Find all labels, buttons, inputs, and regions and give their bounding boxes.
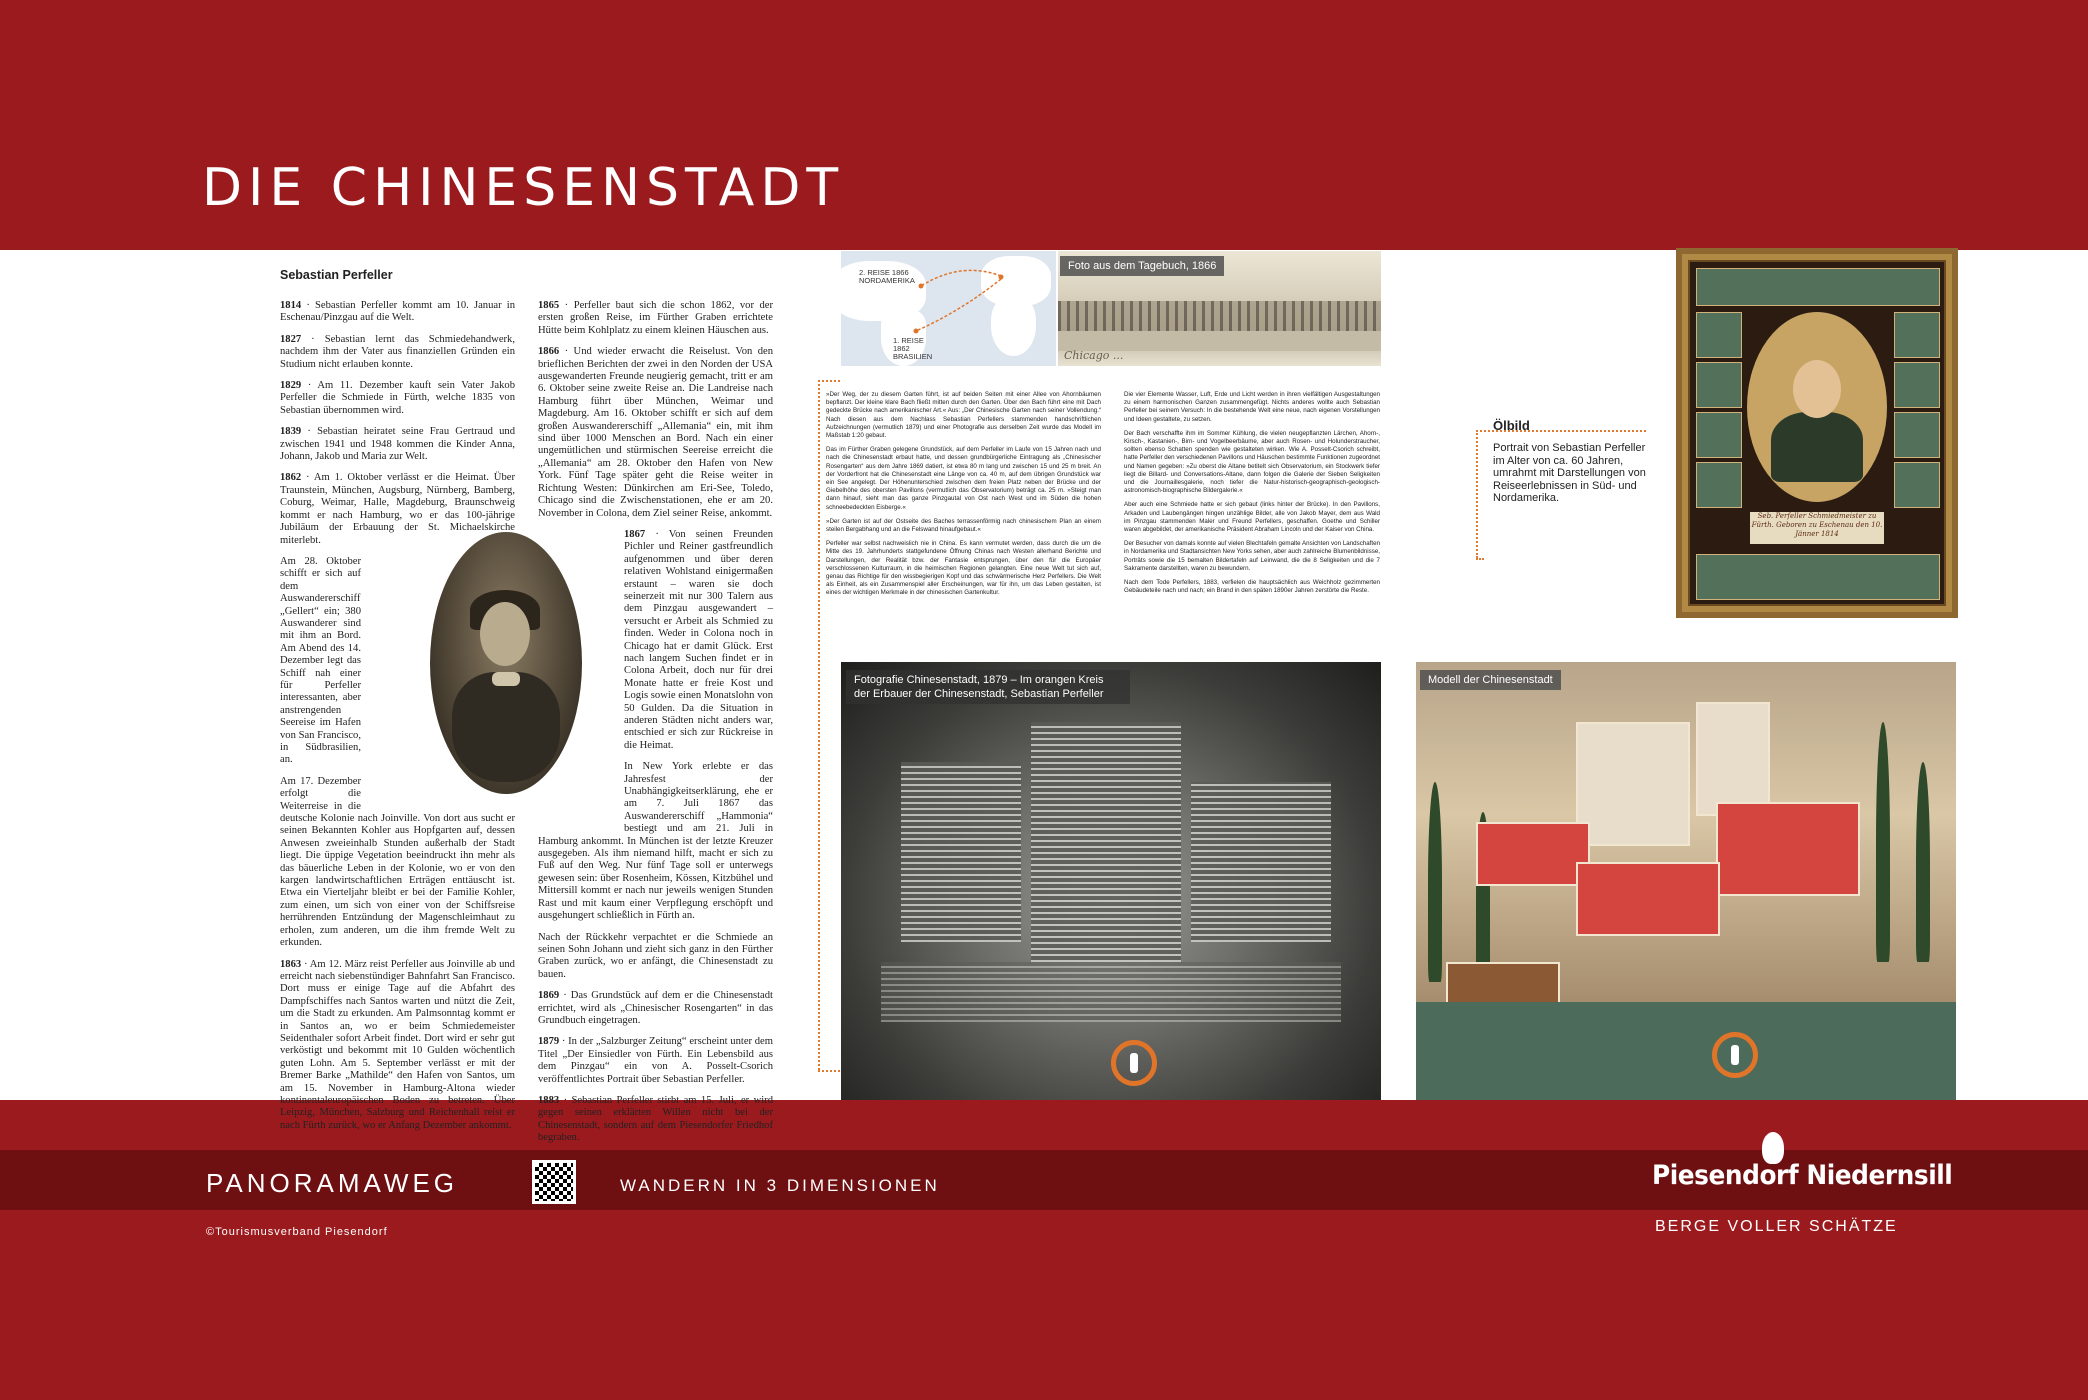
description-column-b: [1124, 391, 1380, 601]
oil-painting-title: Ölbild: [1493, 418, 1530, 433]
biography-column-2: [538, 300, 773, 1154]
description-paragraph: »Der Weg, der zu diesem Garten führt, ist auf beiden Seiten mit einer Allee von Ahornbäumen bepflanzt. Der kleine klare Bach fließt mitten durch den Garten. Über den Bach führt eine mit Dach gedeckte Brücke nach amerikanischer Art.« Aus: „Der Chinesische Garten nach seiner Vollendung.“ Nach diesen aus dem Nachlass Sebastian Perfellers stammenden handschriftlichen Aufzeichnungen (vermutlich 1879) und einer Photografie aus derselben Zeit wurde das Modell im Maßstab 1:20 gebaut.: [826, 391, 1101, 440]
biography-entry: 1814 · Sebastian Perfeller kommt am 10. Januar in Eschenau/Pinzgau auf die Welt.: [280, 300, 515, 324]
description-column-a: [826, 391, 1101, 604]
connector-line: [818, 1070, 840, 1072]
copyright: ©Tourismusverband Piesendorf: [206, 1226, 388, 1238]
biography-text: Am 11. Dezember kauft sein Vater Jakob Perfeller die Schmiede in Fürth, welche 1835 von Sebastian übernommen wird.: [280, 380, 515, 416]
biography-year: 1814: [280, 300, 302, 311]
oil-painting-description: Portrait von Sebastian Perfeller im Alter von ca. 60 Jahren, umrahmt mit Darstellungen von Reiseerlebnissen in Süd- und Nordamerika.: [1493, 442, 1646, 504]
description-paragraph: Das im Fürther Graben gelegene Grundstück, auf dem Perfeller im Laufe von 15 Jahren nach und nach die Chinesenstadt erbaut hatte, und dessen grundbürgerliche Eintragung als „Chinesischer Rosengarten“ aus dem Jahre 1869 datiert, ist etwa 80 m lang und zwischen 15 und 25 m breit. An der Vorderfront hat die Chinesenstadt eine Länge von ca. 40 m, auf dem übrigen Grundstück war ein See angelegt. Der Höhenunterschied zwischen dem freien Platz neben der Brücke und der Giebelhöhe des obersten Pavillons (vermutlich das Observatorium) beträgt ca. 25 m. »Steigt man dann hinauf, sieht man das ganze Pinzgautal von Ost nach West und im Süden die hohen schneebedeckten Eisberge.«: [826, 446, 1101, 511]
brand-slogan: BERGE VOLLER SCHÄTZE: [1655, 1218, 1898, 1235]
biography-text: Am 1. Oktober verlässt er die Heimat. Über Traunstein, München, Augsburg, Nürnberg, Bamberg, Coburg, Weimar, Halle, Magdeburg, Braunschweig kommt er nach Hamburg, wo er das 100-jährige Jubiläum der Erbauung der St. Michaelskirche miterlebt.: [280, 472, 515, 546]
biography-entry: 1827 · Sebastian lernt das Schmiedehandwerk, nachdem ihm der Vater aus finanziellen Gründen ein Studium nicht erlauben konnte.: [280, 333, 515, 370]
biography-year: 1827: [280, 333, 302, 345]
diary-photo-caption: Foto aus dem Tagebuch, 1866: [1060, 256, 1224, 276]
biography-entry: 1863 · Am 12. März reist Perfeller aus Joinville ab und erreicht nach siebenstündiger Bahnfahrt San Francisco. Dort muss er einige Tage auf die Abfahrt des Dampfschiffes nach Santos warten und nützt die Zeit, um die Stadt zu erkunden. Am Palmsonntag kommt er in Santos an, wo er beim Schmiedemeister Seidenthaler sofort Arbeit findet. Dort wird er sehr gut verköstigt und bekommt mit 10 Gulden wöchentlich guten Lohn. Am 5. September verlässt er mit der Bremer Barke „Mathilde“ den Hafen von Santos, um am 15. November in Hamburg-Altona wieder kontinentaleuropäischen Boden zu betreten. Über Leipzig, München, Salzburg und Reichenhall reist er nach Fürth zurück, wo er Anfang Dezember ankommt.: [280, 958, 515, 1131]
biography-year: 1829: [280, 380, 302, 392]
biography-text: In New York erlebte er das Jahresfest der Unabhängigkeitserklärung, ehe er am 7. Juli 1867 das Auswandererschiff „Hammonia“ bestiegt und am 21. Juli in Hamburg ankommt. In München ist der letzte Kreuzer ausgegeben. Als ihm niemand hilft, macht er sich zu Fuß auf den Weg. Nur fünf Tage soll er unterwegs gewesen sein: über Rosenheim, Kössen, Kitzbühel und Mittersill kommt er nach nur jeweils wenigen Stunden Rast und mit kaum einer Verpflegung erschöpft und ausgehungert schließlich in Fürth an.: [538, 761, 773, 922]
biography-text: Sebastian lernt das Schmiedehandwerk, nachdem ihm der Vater aus finanziellen Gründen ein Studium nicht erlauben konnte.: [280, 333, 515, 370]
biography-entry: [538, 932, 773, 982]
page-title: DIE CHINESENSTADT: [202, 158, 845, 218]
biography-text: Und wieder erwacht die Reiselust. Von den brieflichen Berichten der zwei in den Norden der USA ausgewanderten Freunde neugierig gemacht, tritt er am 6. Oktober seine zweite Reise an. Die Landreise nach Hamburg führt über München, Weimar und Magdeburg. Am 16. Oktober schifft er sich auf dem großen Auswandererschiff „Allemania“ ein, mit ihm sind über 1000 Menschen an Bord. Nach ein einer ungemütlichen und stürmischen Seereise erreicht die „Allemania“ am 28. Oktober den Hafen von New York. Fünf Tage später geht die Reise weiter in Richtung Westen: Dünkirchen am Eri-See, Toledo, Chicago sind die Zwischenstationen, ehe er am 20. November in Colona, dem Ziel seiner Reise, ankommt.: [538, 346, 774, 519]
biography-year: 1839: [280, 426, 302, 438]
qr-code-icon[interactable]: [532, 1160, 576, 1204]
biography-text: Sebastian heiratet seine Frau Gertraud und zwischen 1941 und 1948 kommen die Kinder Anna, Johann, Jakob und Maria zur Welt.: [280, 426, 516, 463]
biography-entry: 1839 · Sebastian heiratet seine Frau Gertraud und zwischen 1941 und 1948 kommen die Kinder Anna, Johann, Jakob und Maria zur Welt.: [280, 426, 516, 463]
connector-line: [818, 380, 820, 1070]
description-paragraph: Nach dem Tode Perfellers, 1883, verfielen die hauptsächlich aus Weichholz gezimmerten Gebäudeteile nach und nach; ein Brand in den späten 1890er Jahren zerstörte die Reste.: [1124, 579, 1380, 595]
biography-year: 1862: [280, 472, 302, 484]
section-heading: Sebastian Perfeller: [280, 268, 393, 282]
biography-text: Am 17. Dezember erfolgt die Weiterreise in die deutsche Kolonie nach Joinville. Von dort aus sucht er seinen Bekannten Kohler aus Hopfgarten auf, dessen Anwesen zweieinhalb Stunden außerhalb der Stadt liegt. Die üppige Vegetation beeindruckt ihn mehr als das bäuerliche Leben in der Kolonie, wo er von den kargen landwirtschaftlichen Erträgen enttäuscht ist. Etwa ein Vierteljahr bleibt er bei der Familie Kohler, zum einen, um sich von einer von der Schiffsreise herrührenden Entzündung der Magenschleimhaut zu erholen, zum anderen, um die ihm fremde Welt zu erkunden.: [280, 775, 515, 949]
biography-entry: 1879 · In der „Salzburger Zeitung“ erscheint unter dem Titel „Der Einsiedler von Fürth. Ein Lebensbild aus dem Pinzgau“ ein von A. Posselt-Csorich veröffentlichtes Portrait über Sebastian Perfeller.: [538, 1036, 773, 1085]
biography-entry: 1866 · Und wieder erwacht die Reiselust. Von den brieflichen Berichten der zwei in den Norden der USA ausgewanderten Freunde neugierig gemacht, tritt er am 6. Oktober seine zweite Reise an. Die Landreise nach Hamburg führt über München, Weimar und Magdeburg. Am 16. Oktober schifft er sich auf dem großen Auswandererschiff „Allemania“ ein, mit ihm sind über 1000 Menschen an Bord. Nach ein einer ungemütlichen und stürmischen Seereise erreicht die „Allemania“ am 28. Oktober den Hafen von New York. Fünf Tage später geht die Reise weiter in Richtung Westen: Dünkirchen am Eri-See, Toledo, Chicago sind die Zwischenstationen, ehe er am 20. November in Colona, dem Ziel seiner Reise, ankommt.: [538, 346, 774, 519]
biography-year: 1879: [538, 1036, 560, 1048]
description-paragraph: Der Besucher von damals konnte auf vielen Blechtafeln gemalte Ansichten von Landschaften in Nordamerika und Stadtansichten New Yorks sehen, aber auch zahlreiche Blumenbildnisse, Porträts sowie die 15 bemalten Bildertafeln auf Leinwand, die die 8 Seligkeiten und die 7 Sakramente darstellten, waren zu bewundern.: [1124, 540, 1380, 572]
painting-inscription: Seb. Perfeller Schmiedmeister zu Fürth. Geboren zu Eschenau den 10. Jänner 1814: [1750, 512, 1884, 544]
biography-text: Von seinen Freunden Pichler und Reiner gastfreundlich aufgenommen und über deren relativen Wohlstand einigermaßen erstaunt – waren sie doch seinerzeit mit nur 300 Talern aus dem Pinzgau ausgewandert – versucht er Arbeit als Schmied zu finden. Weder in Colona noch in Chicago hat er damit Glück. Erst nach langem Suchen findet er in Colona Arbeit, doch nur für drei Monate hatte er freie Kost und Logis sowie einen Monatslohn von 50 Gulden. Da die Situation in anderen Städten nicht anders war, entschied er sich zur Rückreise in die Heimat.: [624, 528, 774, 751]
biography-entry: 1883 · Sebastian Perfeller stirbt am 15. Juli, er wird gegen seinen erklärten Willen nicht bei der Chinesenstadt, sondern auf dem Piesendorfer Friedhof begraben.: [538, 1094, 773, 1144]
historic-photo-caption: Fotografie Chinesenstadt, 1879 – Im orangen Kreis der Erbauer der Chinesenstadt, Sebastian Perfeller: [846, 670, 1130, 704]
biography-entry: 1829 · Am 11. Dezember kauft sein Vater Jakob Perfeller die Schmiede in Fürth, welche 1835 von Sebastian übernommen wird.: [280, 380, 515, 416]
oil-painting: [1676, 248, 1958, 618]
biography-year: 1883: [538, 1094, 560, 1106]
historic-photo: [841, 662, 1381, 1100]
biography-year: 1863: [280, 958, 302, 970]
description-paragraph: Die vier Elemente Wasser, Luft, Erde und Licht werden in ihren vielfältigen Ausgestaltungen zu einem harmonischen Ganzen zusammengefügt. Nichts anderes wollte auch Sebastian Perfeller bei seinem Versuch: In die bestehende Welt eine neue, nach eigenen Vorstellungen und Ideen gestaltete, zu setzen.: [1124, 391, 1380, 423]
highlight-circle: [1712, 1032, 1758, 1078]
description-paragraph: Perfeller war selbst nachweislich nie in China. Es kann vermutet werden, dass durch die um die Mitte des 19. Jahrhunderts stattgefundene Öffnung Chinas nach Westen allerhand Berichte und Darstellungen, der Realität bzw. der Fantasie entsprungen, über den für die Europäer verschlossenen Kulturraum, in die heimischen Regionen gelangten. Eine neue Welt tut sich auf, genau das Richtige für den wissbegierigen Kopf und das schwärmerische Herz Perfellers. Die Welt als Einheit, als ein Zusammenspiel aller Erscheinungen, war für ihn, um das Leben gestalten, ist eines der wichtigen Merkmale in der chinesischen Gartenkultur.: [826, 540, 1101, 597]
brand-logo: Piesendorf Niedernsill: [1652, 1160, 1953, 1191]
description-paragraph: Aber auch eine Schmiede hatte er sich gebaut (links hinter der Brücke). In den Pavillons, Arkaden und Laubengängen hingen unzählige Bilder, alle von Jakob Mayer, dem aus Wald im Pinzgau stammenden Maler und Freund Perfellers, geschaffen. Goethe und Schiller waren abgebildet, der amerikanische Präsident Abraham Lincoln und der Kaiser von China.: [1124, 501, 1380, 534]
biography-entry: 1865 · Perfeller baut sich die schon 1862, vor der ersten großen Reise, im Fürther Graben errichtete Hütte beim Kohlplatz zu einem kleinen Häuschen aus.: [538, 300, 773, 336]
journey-map: [841, 251, 1056, 366]
biography-year: 1865: [538, 300, 560, 311]
connector-line: [1476, 558, 1484, 560]
biography-text: Nach der Rückkehr verpachtet er die Schmiede an seinen Sohn Johann und zieht sich ganz in den Fürther Graben zurück, wo er anfängt, die Chinesenstadt zu bauen.: [538, 931, 773, 980]
map-label-brazil: 1. REISE 1862 BRASILIEN: [893, 336, 933, 361]
diary-handwriting: Chicago ...: [1064, 349, 1124, 362]
highlight-circle: [1111, 1040, 1157, 1086]
description-paragraph: »Der Garten ist auf der Ostseite des Baches terrassenförmig nach chinesischem Plan an einem steilen Bergabhang und an die Felswand hinaufgebaut.«: [826, 517, 1101, 534]
biography-year: 1867: [624, 528, 646, 540]
biography-entry: 1862 · Am 1. Oktober verlässt er die Heimat. Über Traunstein, München, Augsburg, Nürnberg, Bamberg, Coburg, Weimar, Halle, Magdeburg, Braunschweig kommt er nach Hamburg, wo er das 100-jährige Jubiläum der Erbauung der St. Michaelskirche miterlebt.: [280, 472, 515, 546]
biography-text: Am 12. März reist Perfeller aus Joinville ab und erreicht nach siebenstündiger Bahnfahrt San Francisco. Dort muss er einige Tage auf die Abfahrt des Dampfschiffes nach Santos warten und nützt die Zeit, um die Stadt zu erkunden. Am Palmsonntag kommt er in Santos an, wo er beim Schmiedemeister Seidenthaler sofort Arbeit findet. Dort wird er sehr gut verköstigt und bekommt mit 10 Gulden wöchentlich guten Lohn. Am 5. September verlässt er mit der Bremer Barke „Mathilde“ den Hafen von Santos, um am 15. November in Hamburg-Altona wieder kontinentaleuropäischen Boden zu betreten. Über Leipzig, München, Salzburg und Reichenhall reist er nach Fürth zurück, wo er Anfang Dezember ankommt.: [280, 958, 515, 1131]
biography-entry: 1867 · Von seinen Freunden Pichler und Reiner gastfreundlich aufgenommen und über deren relativen Wohlstand einigermaßen erstaunt – waren sie doch seinerzeit mit nur 300 Talern aus dem Pinzgau ausgewandert – versucht er Arbeit als Schmied zu finden. Weder in Colona noch in Chicago hat er damit Glück. Erst nach langem Suchen findet er in Colona Arbeit, doch nur für drei Monate hatte er freie Kost und Logis sowie einen Monatslohn von 50 Gulden. Da die Situation in anderen Städten nicht anders war, entschied er sich zur Rückreise in die Heimat.: [624, 528, 774, 751]
map-label-north-america: 2. REISE 1866 NORDAMERIKA: [859, 268, 915, 285]
model-photo: [1416, 662, 1956, 1100]
model-photo-caption: Modell der Chinesenstadt: [1420, 670, 1561, 690]
biography-text: Am 28. Oktober schifft er sich auf dem Auswandererschiff „Gellert“ ein; 380 Auswanderer sind mit ihm an Bord. Am Abend des 14. Dezember legt das Schiff nah einer für Perfeller interessanten, aber anstrengenden Seereise im Hafen von San Francisco, in Südbrasilien, an.: [280, 555, 361, 766]
description-paragraph: Der Bach verschaffte ihm im Sommer Kühlung, die vielen neugepflanzten Lärchen, Ahorn-, Kirsch-, Kastanien-, Birn- und Vogelbeerbäume, aber auch Rosen- und Holunderstraucher, sollten ebenso Schatten spenden wie gestalteten wirken. Wie A. Posselt-Csorich schreibt, hatte Perfeller den verschiedenen Pavillons und Häuschen bestimmte Funktionen zugeordnet und Namen gegeben: »Zu oberst die Altane betitelt sich Observatorium, ein Stockwerk tiefer liegt die Billard- und Conversations-Altane, dann folgen die Galerie der Sieben Seligkeiten und die Journaillesgalerie, noch tiefer die Natur-historisch-geographisch-geologisch-astronomisch-biographische Bildergalerie.«: [1124, 429, 1380, 495]
biography-year: 1866: [538, 346, 560, 358]
portrait-photo: [430, 532, 582, 794]
biography-text: Sebastian Perfeller kommt am 10. Januar in Eschenau/Pinzgau auf die Welt.: [280, 300, 515, 324]
footer-tagline: WANDERN IN 3 DIMENSIONEN: [620, 1176, 940, 1195]
biography-text: Perfeller baut sich die schon 1862, vor der ersten großen Reise, im Fürther Graben errichtete Hütte beim Kohlplatz zu einem kleinen Häuschen aus.: [538, 300, 773, 336]
biography-year: 1869: [538, 990, 560, 1002]
connector-line: [818, 380, 840, 382]
connector-line: [1476, 430, 1478, 558]
biography-entry: 1869 · Das Grundstück auf dem er die Chinesenstadt errichtet, wird als „Chinesischer Rosengarten“ in das Grundbuch eingetragen.: [538, 990, 773, 1026]
biography-text: Sebastian Perfeller stirbt am 15. Juli, er wird gegen seinen erklärten Willen nicht bei der Chinesenstadt, sondern auf dem Piesendorfer Friedhof begraben.: [538, 1094, 773, 1144]
biography-text: Das Grundstück auf dem er die Chinesenstadt errichtet, wird als „Chinesischer Rosengarten“ in das Grundbuch eingetragen.: [538, 990, 773, 1026]
biography-text: In der „Salzburger Zeitung“ erscheint unter dem Titel „Der Einsiedler von Fürth. Ein Lebensbild aus dem Pinzgau“ ein von A. Posselt-Csorich veröffentlichtes Portrait über Sebastian Perfeller.: [538, 1036, 773, 1085]
panoramaweg-label: PANORAMAWEG: [206, 1168, 459, 1198]
